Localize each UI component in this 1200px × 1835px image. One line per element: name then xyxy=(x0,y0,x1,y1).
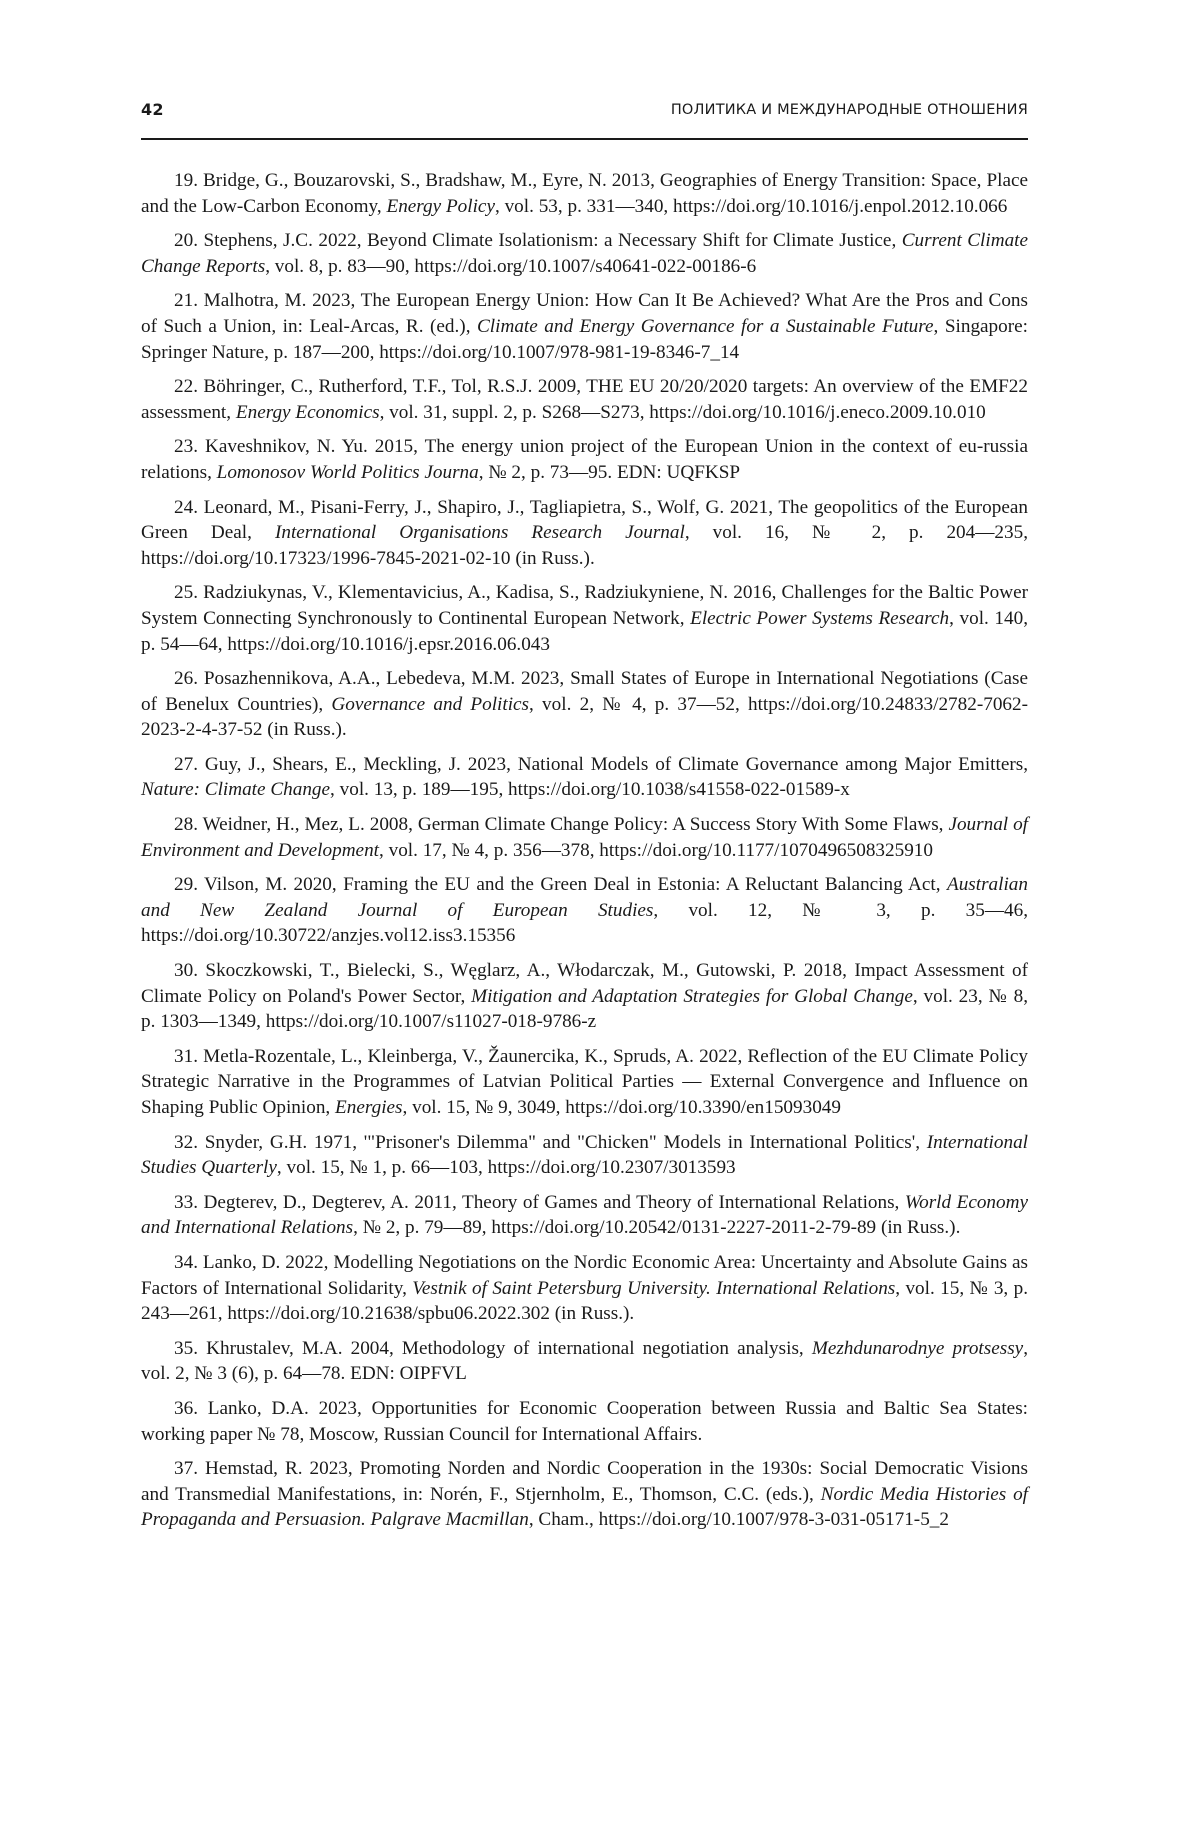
reference-text: 33. Degterev, D., Degterev, A. 2011, Theory of Games and Theory of International Relations, xyxy=(174,1191,905,1213)
reference-text: 25. Radziukynas, V., Klementavicius, A., Kadisa, S., Radziukyniene, N. 2016, Challenges for the Baltic Power System Connecting Synchronously to Continental European Network, xyxy=(141,582,1028,629)
reference-details: , vol. 8, p. 83—90, https://doi.org/10.1007/s40641-022-00186-6 xyxy=(265,255,757,277)
reference-item xyxy=(141,374,1028,425)
reference-source-title: Governance and Politics xyxy=(331,693,530,715)
reference-item xyxy=(141,1190,1028,1241)
reference-source-title: Nature: Climate Change xyxy=(141,779,331,801)
reference-text: 19. Bridge, G., Bouzarovski, S., Bradshaw, M., Eyre, N. 2013, Geographies of Energy Transition: Space, Place and the Low-Carbon Economy, xyxy=(141,170,1028,217)
reference-item xyxy=(141,1130,1028,1181)
reference-item xyxy=(141,872,1028,949)
reference-item xyxy=(141,1336,1028,1387)
page-number: 42 xyxy=(141,100,164,119)
reference-text: 37. Hemstad, R. 2023, Promoting Norden and Nordic Cooperation in the 1930s: Social Democratic Visions and Transmedial Manifestations, in: Norén, F., Stjernholm, E., Thomson, C.C. (eds.), xyxy=(141,1458,1028,1505)
reference-source-title: World Economy and International Relations xyxy=(141,1191,1028,1239)
reference-item xyxy=(141,752,1028,803)
reference-details: , vol. 15, № 3, p. 243—261, https://doi.org/10.21638/spbu06.2022.302 (in Russ.). xyxy=(141,1277,1028,1325)
reference-details: , vol. 17, № 4, p. 356—378, https://doi.org/10.1177/1070496508325910 xyxy=(379,839,933,861)
reference-source-title: International Organisations Research Journal xyxy=(274,522,685,544)
reference-source-title: Mezhdunarodnye protsessy xyxy=(811,1337,1024,1359)
reference-details: , № 2, p. 73—95. EDN: UQFKSP xyxy=(478,461,741,483)
reference-item xyxy=(141,495,1028,572)
reference-details: , vol. 16, № 2, p. 204—235, https://doi.org/10.17323/1996-7845-2021-02-10 (in Russ.). xyxy=(141,522,1029,569)
reference-source-title: Energy Economics xyxy=(235,401,380,423)
reference-text: 21. Malhotra, M. 2023, The European Energy Union: How Can It Be Achieved? What Are the Pros and Cons of Such a Union, in: Leal-Arcas, R. (ed.), xyxy=(141,290,1028,337)
reference-source-title: Current Climate Change Reports xyxy=(141,230,1029,277)
reference-item xyxy=(141,434,1028,485)
reference-item xyxy=(141,666,1028,743)
reference-text: 28. Weidner, H., Mez, L. 2008, German Climate Change Policy: A Success Story With Some Flaws, xyxy=(174,814,949,836)
reference-source-title: Lomonosov World Politics Journa xyxy=(216,461,479,483)
reference-details: , vol. 15, № 9, 3049, https://doi.org/10.3390/en15093049 xyxy=(402,1097,841,1118)
reference-source-title: Mitigation and Adaptation Strategies for Global Change xyxy=(471,985,913,1007)
reference-text: 26. Posazhennikova, A.A., Lebedeva, M.M. 2023, Small States of Europe in International Negotiations (Case of Benelux Countries), xyxy=(141,668,1028,715)
reference-text: 24. Leonard, M., Pisani-Ferry, J., Shapiro, J., Tagliapietra, S., Wolf, G. 2021, The geopolitics of the European Green Deal, xyxy=(141,496,1028,544)
reference-item xyxy=(141,1250,1028,1327)
reference-details: , vol. 12, № 3, p. 35—46, https://doi.org/10.30722/anzjes.vol12.iss3.15356 xyxy=(141,899,1028,947)
reference-details: , vol. 13, p. 189—195, https://doi.org/10.1038/s41558-022-01589-x xyxy=(330,779,850,801)
reference-item xyxy=(141,1396,1028,1447)
reference-item xyxy=(141,168,1028,219)
reference-details: , vol. 23, № 8, p. 1303—1349, https://doi.org/10.1007/s11027-018-9786-z xyxy=(141,985,1028,1033)
reference-details: , № 2, p. 79—89, https://doi.org/10.20542/0131-2227-2011-2-79-89 (in Russ.). xyxy=(353,1217,961,1239)
reference-text: 29. Vilson, M. 2020, Framing the EU and the Green Deal in Estonia: A Reluctant Balancing Act, xyxy=(174,874,947,896)
reference-text: 35. Khrustalev, M.A. 2004, Methodology of international negotiation analysis, xyxy=(174,1337,812,1359)
page-header xyxy=(141,98,1028,140)
reference-item xyxy=(141,812,1028,863)
reference-details: , vol. 2, № 3 (6), p. 64—78. EDN: OIPFVL xyxy=(141,1337,1028,1385)
reference-details: , Singapore: Springer Nature, p. 187—200, https://doi.org/10.1007/978-981-19-8346-7_14 xyxy=(141,315,1028,363)
reference-source-title: Nordic Media Histories of Propaganda and Persuasion. Palgrave Macmillan xyxy=(141,1483,1028,1531)
reference-text: 36. Lanko, D.A. 2023, Opportunities for Economic Cooperation between Russia and Baltic Sea States: working paper № 78, Moscow, Russian Council for International Affairs. xyxy=(141,1397,1028,1445)
reference-text: 22. Böhringer, C., Rutherford, T.F., Tol, R.S.J. 2009, THE EU 20/20/2020 targets: An overview of the EMF22 assessment, xyxy=(141,376,1028,423)
reference-text: 30. Skoczkowski, T., Bielecki, S., Węglarz, A., Włodarczak, M., Gutowski, P. 2018, Impact Assessment of Climate Policy on Poland's Power Sector, xyxy=(141,960,1028,1007)
reference-item xyxy=(141,958,1028,1035)
reference-item xyxy=(141,1044,1028,1121)
reference-source-title: Energy Policy xyxy=(386,195,495,217)
reference-item xyxy=(141,580,1028,657)
reference-text: 20. Stephens, J.C. 2022, Beyond Climate Isolationism: a Necessary Shift for Climate Justice, xyxy=(174,230,902,252)
reference-source-title: Energies xyxy=(335,1097,403,1118)
reference-text: 32. Snyder, G.H. 1971, '"Prisoner's Dilemma" and "Chicken" Models in International Politics', xyxy=(174,1131,927,1153)
reference-details: , vol. 53, p. 331—340, https://doi.org/10.1016/j.enpol.2012.10.066 xyxy=(494,195,1008,217)
reference-text: 34. Lanko, D. 2022, Modelling Negotiations on the Nordic Economic Area: Uncertainty and Absolute Gains as Factors of International Solidarity, xyxy=(141,1251,1028,1299)
reference-details: , vol. 15, № 1, p. 66—103, https://doi.org/10.2307/3013593 xyxy=(276,1157,736,1179)
reference-text: 23. Kaveshnikov, N. Yu. 2015, The energy union project of the European Union in the context of eu-russia relations, xyxy=(141,436,1028,483)
reference-item xyxy=(141,1456,1028,1533)
reference-details: , vol. 31, suppl. 2, p. S268—S273, https://doi.org/10.1016/j.eneco.2009.10.010 xyxy=(379,401,986,423)
reference-text: 31. Metla-Rozentale, L., Kleinberga, V., Žaunercika, K., Spruds, A. 2022, Reflection of the EU Climate Policy Strategic Narrative in the Programmes of Latvian Political Parties — External Convergence and Influence on Shaping Public Opinion, xyxy=(141,1045,1028,1118)
reference-list xyxy=(141,168,1028,1542)
reference-source-title: Vestnik of Saint Petersburg University. International Relations xyxy=(412,1277,896,1299)
reference-item xyxy=(141,288,1028,365)
reference-source-title: International Studies Quarterly xyxy=(141,1131,1028,1179)
reference-item xyxy=(141,228,1028,279)
reference-text: 27. Guy, J., Shears, E., Meckling, J. 2023, National Models of Climate Governance among Major Emitters, xyxy=(174,753,1028,775)
reference-details: , vol. 2, № 4, p. 37—52, https://doi.org/10.24833/2782-7062-2023-2-4-37-52 (in Russ.). xyxy=(141,693,1028,741)
reference-source-title: Journal of Environment and Development xyxy=(141,814,1028,861)
reference-source-title: Climate and Energy Governance for a Sustainable Future xyxy=(477,315,934,337)
reference-details: , vol. 140, p. 54—64, https://doi.org/10.1016/j.epsr.2016.06.043 xyxy=(141,607,1028,655)
running-head: ПОЛИТИКА И МЕЖДУНАРОДНЫЕ ОТНОШЕНИЯ xyxy=(670,102,1028,118)
reference-source-title: Australian and New Zealand Journal of European Studies xyxy=(141,874,1028,921)
reference-source-title: Electric Power Systems Research xyxy=(690,607,950,629)
reference-details: , Cham., https://doi.org/10.1007/978-3-031-05171-5_2 xyxy=(528,1509,949,1531)
